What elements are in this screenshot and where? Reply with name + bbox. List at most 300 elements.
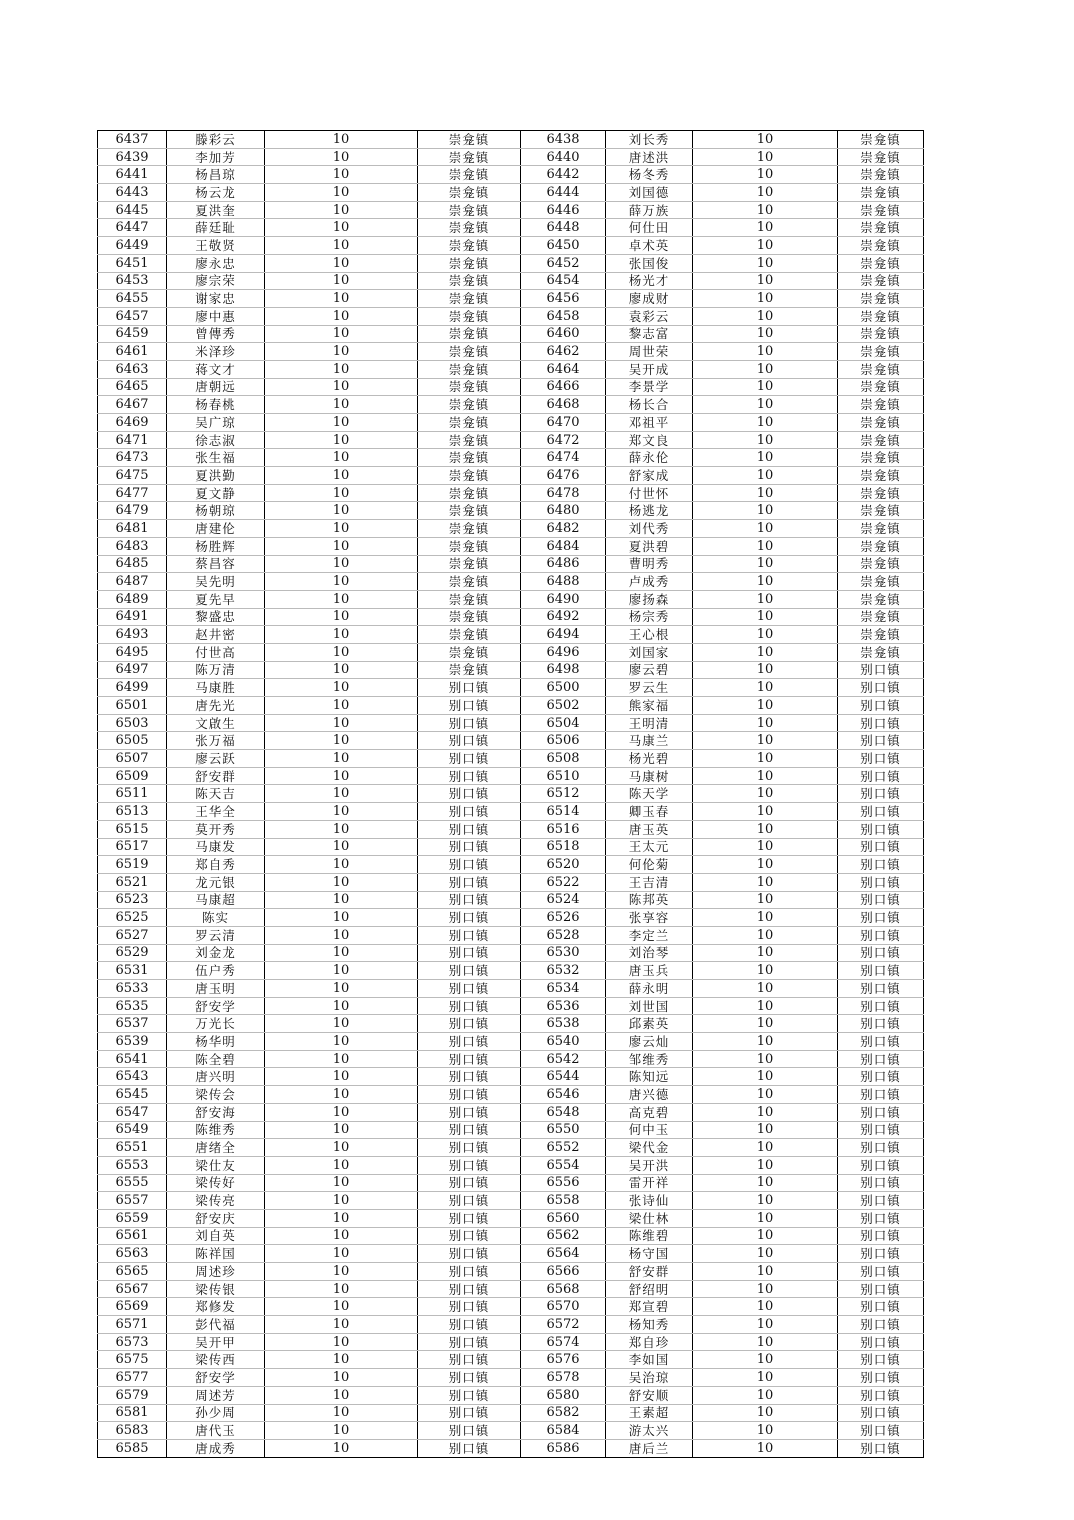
seq-number-left-cell: 6553 — [98, 1156, 167, 1174]
amount-left-cell: 10 — [265, 1422, 418, 1440]
township-right-cell: 别口镇 — [838, 926, 924, 944]
amount-left-cell: 10 — [265, 1245, 418, 1263]
amount-left-cell: 10 — [265, 272, 418, 290]
name-right-cell: 唐后兰 — [606, 1439, 693, 1457]
township-right-cell: 崇龛镇 — [838, 537, 924, 555]
township-right-cell: 别口镇 — [838, 1245, 924, 1263]
township-right-cell: 别口镇 — [838, 732, 924, 750]
name-left-cell: 唐绪全 — [167, 1139, 265, 1157]
township-left-cell: 崇龛镇 — [418, 484, 521, 502]
name-left-cell: 莫开秀 — [167, 820, 265, 838]
seq-number-left-cell: 6525 — [98, 909, 167, 927]
table-row — [98, 1386, 924, 1404]
seq-number-left-cell: 6457 — [98, 307, 167, 325]
township-right-cell: 别口镇 — [838, 767, 924, 785]
name-left-cell: 王华全 — [167, 803, 265, 821]
amount-left-cell: 10 — [265, 785, 418, 803]
amount-left-cell: 10 — [265, 431, 418, 449]
township-left-cell: 崇龛镇 — [418, 166, 521, 184]
name-right-cell: 薛永明 — [606, 980, 693, 998]
seq-number-right-cell: 6562 — [521, 1227, 606, 1245]
seq-number-right-cell: 6462 — [521, 343, 606, 361]
table-row — [98, 732, 924, 750]
name-left-cell: 舒安学 — [167, 1369, 265, 1387]
table-row — [98, 1369, 924, 1387]
name-left-cell: 梁传西 — [167, 1351, 265, 1369]
name-left-cell: 马康胜 — [167, 679, 265, 697]
seq-number-left-cell: 6519 — [98, 856, 167, 874]
seq-number-right-cell: 6456 — [521, 290, 606, 308]
seq-number-right-cell: 6466 — [521, 378, 606, 396]
seq-number-right-cell: 6444 — [521, 184, 606, 202]
table-row — [98, 643, 924, 661]
township-left-cell: 别口镇 — [418, 1174, 521, 1192]
township-right-cell: 崇龛镇 — [838, 237, 924, 255]
amount-left-cell: 10 — [265, 1439, 418, 1457]
township-right-cell: 别口镇 — [838, 1333, 924, 1351]
township-left-cell: 别口镇 — [418, 1263, 521, 1281]
seq-number-right-cell: 6450 — [521, 237, 606, 255]
seq-number-right-cell: 6526 — [521, 909, 606, 927]
name-left-cell: 梁传好 — [167, 1174, 265, 1192]
township-right-cell: 崇龛镇 — [838, 555, 924, 573]
table-row — [98, 767, 924, 785]
township-left-cell: 别口镇 — [418, 785, 521, 803]
amount-right-cell: 10 — [693, 449, 838, 467]
amount-right-cell: 10 — [693, 396, 838, 414]
township-left-cell: 别口镇 — [418, 891, 521, 909]
seq-number-left-cell: 6501 — [98, 697, 167, 715]
seq-number-left-cell: 6571 — [98, 1316, 167, 1334]
seq-number-right-cell: 6488 — [521, 573, 606, 591]
seq-number-left-cell: 6515 — [98, 820, 167, 838]
township-right-cell: 崇龛镇 — [838, 166, 924, 184]
township-left-cell: 别口镇 — [418, 679, 521, 697]
seq-number-right-cell: 6512 — [521, 785, 606, 803]
name-right-cell: 唐述洪 — [606, 148, 693, 166]
name-right-cell: 邱素英 — [606, 1015, 693, 1033]
seq-number-left-cell: 6491 — [98, 608, 167, 626]
name-left-cell: 马康发 — [167, 838, 265, 856]
seq-number-left-cell: 6547 — [98, 1103, 167, 1121]
township-left-cell: 崇龛镇 — [418, 219, 521, 237]
table-row — [98, 661, 924, 679]
name-right-cell: 唐玉英 — [606, 820, 693, 838]
seq-number-left-cell: 6447 — [98, 219, 167, 237]
amount-left-cell: 10 — [265, 555, 418, 573]
amount-left-cell: 10 — [265, 1386, 418, 1404]
amount-left-cell: 10 — [265, 697, 418, 715]
amount-left-cell: 10 — [265, 307, 418, 325]
table-row — [98, 1015, 924, 1033]
name-left-cell: 文啟生 — [167, 714, 265, 732]
seq-number-right-cell: 6438 — [521, 131, 606, 149]
amount-right-cell: 10 — [693, 555, 838, 573]
amount-right-cell: 10 — [693, 909, 838, 927]
amount-right-cell: 10 — [693, 237, 838, 255]
seq-number-left-cell: 6459 — [98, 325, 167, 343]
amount-right-cell: 10 — [693, 1351, 838, 1369]
township-left-cell: 别口镇 — [418, 1404, 521, 1422]
table-row — [98, 1245, 924, 1263]
seq-number-left-cell: 6567 — [98, 1280, 167, 1298]
seq-number-left-cell: 6461 — [98, 343, 167, 361]
amount-right-cell: 10 — [693, 714, 838, 732]
name-right-cell: 刘国家 — [606, 643, 693, 661]
seq-number-left-cell: 6443 — [98, 184, 167, 202]
name-right-cell: 刘长秀 — [606, 131, 693, 149]
township-right-cell: 崇龛镇 — [838, 254, 924, 272]
seq-number-left-cell: 6495 — [98, 643, 167, 661]
amount-left-cell: 10 — [265, 1156, 418, 1174]
township-right-cell: 别口镇 — [838, 697, 924, 715]
amount-right-cell: 10 — [693, 502, 838, 520]
township-left-cell: 崇龛镇 — [418, 537, 521, 555]
amount-left-cell: 10 — [265, 1316, 418, 1334]
table-row — [98, 1139, 924, 1157]
township-left-cell: 崇龛镇 — [418, 590, 521, 608]
table-row — [98, 697, 924, 715]
township-left-cell: 别口镇 — [418, 1351, 521, 1369]
amount-left-cell: 10 — [265, 803, 418, 821]
township-right-cell: 别口镇 — [838, 1121, 924, 1139]
amount-right-cell: 10 — [693, 254, 838, 272]
table-row — [98, 467, 924, 485]
amount-left-cell: 10 — [265, 1263, 418, 1281]
seq-number-right-cell: 6490 — [521, 590, 606, 608]
township-right-cell: 崇龛镇 — [838, 343, 924, 361]
amount-right-cell: 10 — [693, 1245, 838, 1263]
name-right-cell: 陈知远 — [606, 1068, 693, 1086]
name-left-cell: 梁传亮 — [167, 1192, 265, 1210]
township-right-cell: 别口镇 — [838, 679, 924, 697]
name-left-cell: 谢家忠 — [167, 290, 265, 308]
amount-left-cell: 10 — [265, 1086, 418, 1104]
township-left-cell: 别口镇 — [418, 856, 521, 874]
amount-left-cell: 10 — [265, 838, 418, 856]
township-left-cell: 崇龛镇 — [418, 272, 521, 290]
seq-number-right-cell: 6570 — [521, 1298, 606, 1316]
township-right-cell: 别口镇 — [838, 856, 924, 874]
table-row — [98, 909, 924, 927]
seq-number-right-cell: 6498 — [521, 661, 606, 679]
township-left-cell: 崇龛镇 — [418, 608, 521, 626]
seq-number-left-cell: 6439 — [98, 148, 167, 166]
amount-left-cell: 10 — [265, 573, 418, 591]
amount-right-cell: 10 — [693, 661, 838, 679]
amount-left-cell: 10 — [265, 520, 418, 538]
amount-left-cell: 10 — [265, 360, 418, 378]
township-right-cell: 崇龛镇 — [838, 378, 924, 396]
table-row — [98, 201, 924, 219]
table-row — [98, 590, 924, 608]
seq-number-left-cell: 6441 — [98, 166, 167, 184]
township-left-cell: 崇龛镇 — [418, 661, 521, 679]
seq-number-right-cell: 6468 — [521, 396, 606, 414]
seq-number-left-cell: 6543 — [98, 1068, 167, 1086]
name-left-cell: 舒安庆 — [167, 1209, 265, 1227]
seq-number-right-cell: 6542 — [521, 1050, 606, 1068]
township-left-cell: 崇龛镇 — [418, 643, 521, 661]
name-left-cell: 杨春桃 — [167, 396, 265, 414]
table-row — [98, 820, 924, 838]
seq-number-left-cell: 6531 — [98, 962, 167, 980]
township-left-cell: 别口镇 — [418, 962, 521, 980]
table-row — [98, 1422, 924, 1440]
name-right-cell: 杨知秀 — [606, 1316, 693, 1334]
name-right-cell: 薛永伦 — [606, 449, 693, 467]
name-left-cell: 杨云龙 — [167, 184, 265, 202]
seq-number-right-cell: 6540 — [521, 1033, 606, 1051]
name-left-cell: 张生福 — [167, 449, 265, 467]
seq-number-left-cell: 6483 — [98, 537, 167, 555]
table-row — [98, 1227, 924, 1245]
township-right-cell: 别口镇 — [838, 714, 924, 732]
amount-left-cell: 10 — [265, 750, 418, 768]
table-row — [98, 148, 924, 166]
seq-number-left-cell: 6503 — [98, 714, 167, 732]
amount-right-cell: 10 — [693, 1439, 838, 1457]
table-row — [98, 414, 924, 432]
name-right-cell: 何中玉 — [606, 1121, 693, 1139]
roster-table — [97, 130, 924, 1458]
table-row — [98, 343, 924, 361]
township-right-cell: 崇龛镇 — [838, 590, 924, 608]
seq-number-left-cell: 6545 — [98, 1086, 167, 1104]
township-right-cell: 别口镇 — [838, 1139, 924, 1157]
township-right-cell: 别口镇 — [838, 1351, 924, 1369]
township-left-cell: 别口镇 — [418, 803, 521, 821]
township-left-cell: 崇龛镇 — [418, 237, 521, 255]
township-left-cell: 别口镇 — [418, 909, 521, 927]
seq-number-right-cell: 6574 — [521, 1333, 606, 1351]
township-left-cell: 崇龛镇 — [418, 325, 521, 343]
seq-number-right-cell: 6510 — [521, 767, 606, 785]
name-right-cell: 郑自珍 — [606, 1333, 693, 1351]
seq-number-right-cell: 6458 — [521, 307, 606, 325]
township-left-cell: 崇龛镇 — [418, 290, 521, 308]
seq-number-right-cell: 6472 — [521, 431, 606, 449]
seq-number-left-cell: 6517 — [98, 838, 167, 856]
amount-right-cell: 10 — [693, 131, 838, 149]
amount-right-cell: 10 — [693, 520, 838, 538]
name-left-cell: 刘金龙 — [167, 944, 265, 962]
amount-right-cell: 10 — [693, 1333, 838, 1351]
table-row — [98, 1209, 924, 1227]
township-left-cell: 崇龛镇 — [418, 201, 521, 219]
name-left-cell: 曾傳秀 — [167, 325, 265, 343]
name-right-cell: 唐玉兵 — [606, 962, 693, 980]
township-left-cell: 别口镇 — [418, 1103, 521, 1121]
seq-number-right-cell: 6478 — [521, 484, 606, 502]
seq-number-right-cell: 6558 — [521, 1192, 606, 1210]
name-left-cell: 唐先光 — [167, 697, 265, 715]
name-right-cell: 杨宗秀 — [606, 608, 693, 626]
seq-number-right-cell: 6474 — [521, 449, 606, 467]
township-right-cell: 别口镇 — [838, 1103, 924, 1121]
name-left-cell: 杨昌琼 — [167, 166, 265, 184]
seq-number-left-cell: 6489 — [98, 590, 167, 608]
township-left-cell: 崇龛镇 — [418, 307, 521, 325]
table-row — [98, 1103, 924, 1121]
table-row — [98, 1316, 924, 1334]
table-row — [98, 838, 924, 856]
amount-left-cell: 10 — [265, 1068, 418, 1086]
name-left-cell: 吴开甲 — [167, 1333, 265, 1351]
township-right-cell: 崇龛镇 — [838, 484, 924, 502]
table-row — [98, 1404, 924, 1422]
seq-number-right-cell: 6568 — [521, 1280, 606, 1298]
amount-right-cell: 10 — [693, 873, 838, 891]
name-left-cell: 伍户秀 — [167, 962, 265, 980]
township-right-cell: 别口镇 — [838, 803, 924, 821]
amount-right-cell: 10 — [693, 1386, 838, 1404]
township-left-cell: 别口镇 — [418, 714, 521, 732]
name-right-cell: 刘代秀 — [606, 520, 693, 538]
township-left-cell: 崇龛镇 — [418, 626, 521, 644]
seq-number-right-cell: 6500 — [521, 679, 606, 697]
amount-left-cell: 10 — [265, 131, 418, 149]
seq-number-left-cell: 6539 — [98, 1033, 167, 1051]
township-left-cell: 崇龛镇 — [418, 431, 521, 449]
amount-left-cell: 10 — [265, 661, 418, 679]
amount-left-cell: 10 — [265, 944, 418, 962]
amount-right-cell: 10 — [693, 732, 838, 750]
seq-number-left-cell: 6455 — [98, 290, 167, 308]
name-left-cell: 罗云清 — [167, 926, 265, 944]
table-row — [98, 714, 924, 732]
amount-right-cell: 10 — [693, 838, 838, 856]
table-row — [98, 254, 924, 272]
name-left-cell: 马康超 — [167, 891, 265, 909]
township-right-cell: 崇龛镇 — [838, 502, 924, 520]
name-left-cell: 陈维秀 — [167, 1121, 265, 1139]
amount-right-cell: 10 — [693, 1227, 838, 1245]
name-right-cell: 舒安群 — [606, 1263, 693, 1281]
seq-number-left-cell: 6541 — [98, 1050, 167, 1068]
name-left-cell: 舒安海 — [167, 1103, 265, 1121]
table-row — [98, 307, 924, 325]
township-right-cell: 别口镇 — [838, 962, 924, 980]
name-right-cell: 廖云灿 — [606, 1033, 693, 1051]
table-row — [98, 980, 924, 998]
township-left-cell: 别口镇 — [418, 1386, 521, 1404]
township-left-cell: 崇龛镇 — [418, 414, 521, 432]
name-right-cell: 马康树 — [606, 767, 693, 785]
table-row — [98, 1121, 924, 1139]
amount-right-cell: 10 — [693, 1422, 838, 1440]
name-right-cell: 吴开成 — [606, 360, 693, 378]
amount-right-cell: 10 — [693, 697, 838, 715]
table-row — [98, 573, 924, 591]
township-left-cell: 别口镇 — [418, 1033, 521, 1051]
name-right-cell: 陈天学 — [606, 785, 693, 803]
amount-right-cell: 10 — [693, 360, 838, 378]
amount-left-cell: 10 — [265, 1227, 418, 1245]
township-right-cell: 别口镇 — [838, 1386, 924, 1404]
township-left-cell: 别口镇 — [418, 926, 521, 944]
seq-number-right-cell: 6470 — [521, 414, 606, 432]
seq-number-right-cell: 6440 — [521, 148, 606, 166]
seq-number-left-cell: 6551 — [98, 1139, 167, 1157]
amount-right-cell: 10 — [693, 643, 838, 661]
seq-number-right-cell: 6476 — [521, 467, 606, 485]
seq-number-right-cell: 6516 — [521, 820, 606, 838]
name-left-cell: 蒋文才 — [167, 360, 265, 378]
amount-left-cell: 10 — [265, 962, 418, 980]
name-left-cell: 彭代福 — [167, 1316, 265, 1334]
township-right-cell: 别口镇 — [838, 1050, 924, 1068]
name-right-cell: 王明清 — [606, 714, 693, 732]
name-right-cell: 张享容 — [606, 909, 693, 927]
seq-number-left-cell: 6485 — [98, 555, 167, 573]
name-right-cell: 廖成财 — [606, 290, 693, 308]
seq-number-left-cell: 6583 — [98, 1422, 167, 1440]
amount-right-cell: 10 — [693, 856, 838, 874]
name-left-cell: 米泽珍 — [167, 343, 265, 361]
amount-left-cell: 10 — [265, 856, 418, 874]
seq-number-right-cell: 6572 — [521, 1316, 606, 1334]
name-right-cell: 舒安顺 — [606, 1386, 693, 1404]
name-right-cell: 舒绍明 — [606, 1280, 693, 1298]
table-row — [98, 997, 924, 1015]
township-right-cell: 别口镇 — [838, 1015, 924, 1033]
name-right-cell: 廖云碧 — [606, 661, 693, 679]
amount-left-cell: 10 — [265, 873, 418, 891]
name-right-cell: 卓术英 — [606, 237, 693, 255]
seq-number-right-cell: 6566 — [521, 1263, 606, 1281]
amount-right-cell: 10 — [693, 431, 838, 449]
roster-rows — [98, 131, 924, 1458]
table-row — [98, 750, 924, 768]
seq-number-left-cell: 6451 — [98, 254, 167, 272]
seq-number-right-cell: 6502 — [521, 697, 606, 715]
amount-right-cell: 10 — [693, 343, 838, 361]
name-right-cell: 张诗仙 — [606, 1192, 693, 1210]
name-left-cell: 陈实 — [167, 909, 265, 927]
township-right-cell: 崇龛镇 — [838, 396, 924, 414]
seq-number-right-cell: 6582 — [521, 1404, 606, 1422]
township-left-cell: 别口镇 — [418, 1068, 521, 1086]
table-row — [98, 484, 924, 502]
name-right-cell: 袁彩云 — [606, 307, 693, 325]
name-right-cell: 陈邦英 — [606, 891, 693, 909]
table-row — [98, 785, 924, 803]
township-right-cell: 崇龛镇 — [838, 219, 924, 237]
township-right-cell: 崇龛镇 — [838, 184, 924, 202]
table-row — [98, 1033, 924, 1051]
name-right-cell: 游太兴 — [606, 1422, 693, 1440]
table-row — [98, 1156, 924, 1174]
township-right-cell: 崇龛镇 — [838, 626, 924, 644]
amount-left-cell: 10 — [265, 502, 418, 520]
table-row — [98, 944, 924, 962]
township-right-cell: 别口镇 — [838, 909, 924, 927]
table-row — [98, 184, 924, 202]
amount-left-cell: 10 — [265, 325, 418, 343]
township-right-cell: 别口镇 — [838, 838, 924, 856]
seq-number-left-cell: 6467 — [98, 396, 167, 414]
seq-number-left-cell: 6559 — [98, 1209, 167, 1227]
seq-number-right-cell: 6482 — [521, 520, 606, 538]
amount-right-cell: 10 — [693, 590, 838, 608]
township-right-cell: 崇龛镇 — [838, 360, 924, 378]
amount-right-cell: 10 — [693, 1086, 838, 1104]
table-row — [98, 1174, 924, 1192]
township-right-cell: 别口镇 — [838, 891, 924, 909]
amount-right-cell: 10 — [693, 184, 838, 202]
seq-number-left-cell: 6561 — [98, 1227, 167, 1245]
